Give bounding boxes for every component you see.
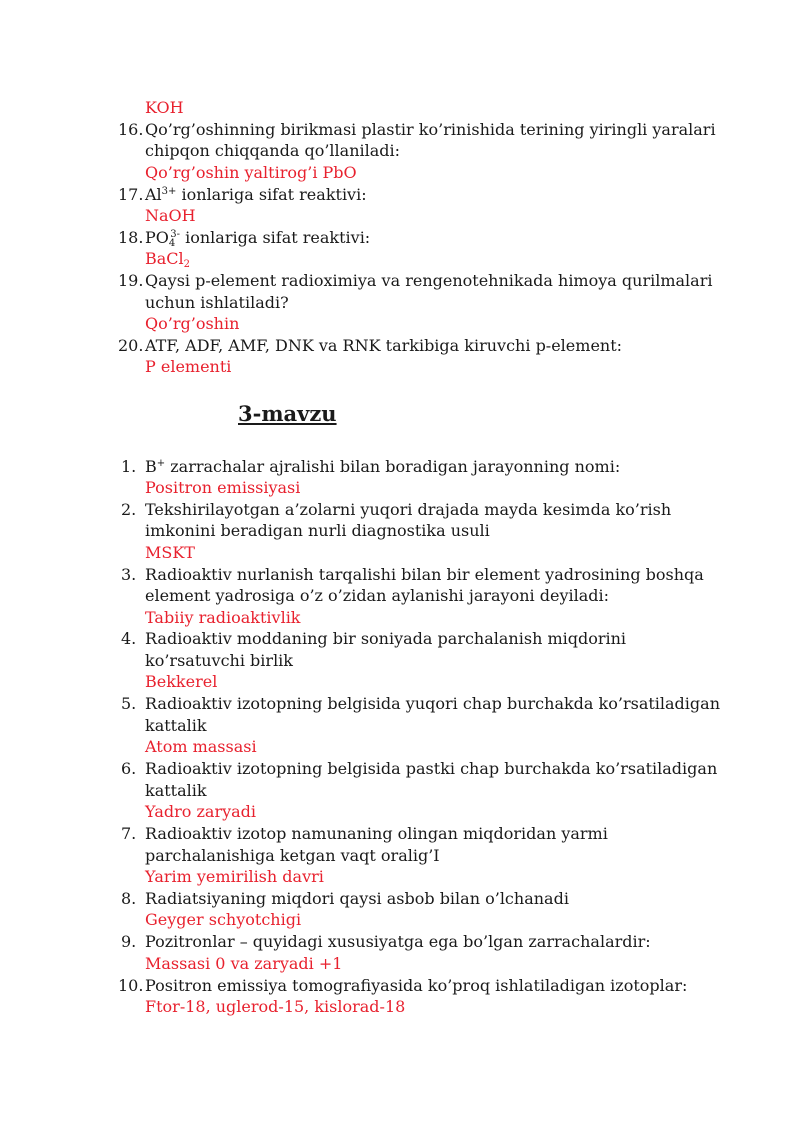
item-number-8: 8. — [121, 889, 137, 908]
item-number-16: 16. — [118, 120, 144, 139]
answer-6: Yadro zaryadi — [145, 802, 257, 821]
question-4-line-1: Radioaktiv moddaning bir soniyada parchalanish miqdorini — [145, 629, 627, 648]
answer-3: Tabiiy radioaktivlik — [145, 608, 301, 627]
question-7-line-1: Radioaktiv izotop namunaning olingan miqdoridan yarmi — [145, 824, 608, 843]
question-1: B+ zarrachalar ajralishi bilan boradigan jarayonning nomi: — [145, 457, 621, 476]
item-number-9: 9. — [121, 932, 137, 951]
answer-15: KOH — [145, 98, 184, 117]
question-4-line-2: ko’rsatuvchi birlik — [145, 651, 293, 670]
answer-1: Positron emissiyasi — [145, 478, 301, 497]
item-number-1: 1. — [121, 457, 137, 476]
question-2-line-1: Tekshirilayotgan a’zolarni yuqori drajada mayda kesimda ko’rish — [145, 500, 672, 519]
question-5-line-1: Radioaktiv izotopning belgisida yuqori chap burchakda ko’rsatiladigan — [145, 694, 720, 713]
question-19-line-2: uchun ishlatiladi? — [145, 293, 289, 312]
item-number-3: 3. — [121, 565, 137, 584]
question-16-line-2: chipqon chiqqanda qo’llaniladi: — [145, 141, 401, 160]
answer-19: Qo’rg’oshin — [145, 314, 240, 333]
answer-8: Geyger schyotchigi — [145, 910, 302, 929]
section-title: 3-mavzu — [238, 401, 337, 426]
question-5-line-2: kattalik — [145, 716, 207, 735]
item-number-10: 10. — [118, 976, 144, 995]
item-number-4: 4. — [121, 629, 137, 648]
question-10: Positron emissiya tomografiyasida ko’proq ishlatiladigan izotoplar: — [145, 976, 688, 995]
question-7-line-2: parchalanishiga ketgan vaqt oralig’I — [145, 846, 440, 865]
question-18: $PO_4^{3-}$ ionlariga sifat reaktivi: — [145, 228, 371, 249]
answer-9: Massasi 0 va zaryadi +1 — [145, 954, 343, 973]
answer-4: Bekkerel — [145, 672, 218, 691]
answer-16: Qo’rg’oshin yaltirog’i PbO — [145, 163, 357, 182]
question-3-line-2: element yadrosiga o’z o’zidan aylanishi jarayoni deyiladi: — [145, 586, 609, 605]
item-number-19: 19. — [118, 271, 144, 290]
answer-7: Yarim yemirilish davri — [145, 867, 324, 886]
question-20: ATF, ADF, AMF, DNK va RNK tarkibiga kiruvchi p-element: — [145, 336, 623, 355]
item-number-6: 6. — [121, 759, 137, 778]
question-6-line-2: kattalik — [145, 781, 207, 800]
question-19-line-1: Qaysi p-element radioximiya va rengenotehnikada himoya qurilmalari — [145, 271, 713, 290]
answer-17: NaOH — [145, 206, 196, 225]
question-6-line-1: Radioaktiv izotopning belgisida pastki chap burchakda ko’rsatiladigan — [145, 759, 718, 778]
question-17: $Al^{3+}$ ionlariga sifat reaktivi: — [145, 185, 367, 204]
question-3-line-1: Radioaktiv nurlanish tarqalishi bilan bir element yadrosining boshqa — [145, 565, 704, 584]
answer-10: Ftor-18, uglerod-15, kislorad-18 — [145, 997, 406, 1016]
answer-5: Atom massasi — [145, 737, 257, 756]
answer-2: MSKT — [145, 543, 195, 562]
item-number-2: 2. — [121, 500, 137, 519]
item-number-5: 5. — [121, 694, 137, 713]
item-number-18: 18. — [118, 228, 144, 247]
question-2-line-2: imkonini beradigan nurli diagnostika usuli — [145, 521, 490, 540]
item-number-7: 7. — [121, 824, 137, 843]
answer-20: P elementi — [145, 357, 232, 376]
item-number-20: 20. — [118, 336, 144, 355]
answer-18: BaCl$_2$ — [145, 249, 191, 270]
item-number-17: 17. — [118, 185, 144, 204]
question-9: Pozitronlar – quyidagi xususiyatga ega bo’lgan zarrachalardir: — [145, 932, 651, 951]
question-16-line-1: Qo’rg’oshinning birikmasi plastir ko’rinishida terining yiringli yaralari — [145, 120, 716, 139]
question-8: Radiatsiyaning miqdori qaysi asbob bilan o’lchanadi — [145, 889, 569, 908]
